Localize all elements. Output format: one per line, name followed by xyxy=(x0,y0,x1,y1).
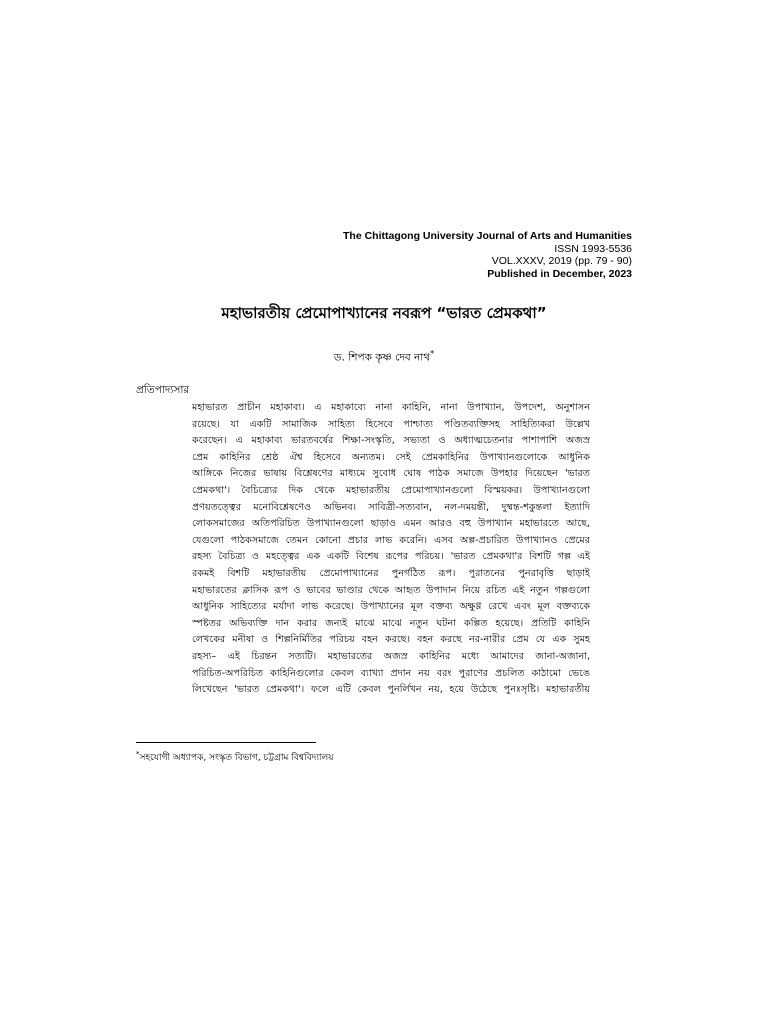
abstract-line: আঙ্গিকে নিজের ভাষায় বিশ্লেষণের মাধ্যমে সুবোধ ঘোষ পাঠক সমাজে উপহার দিয়েছেন 'ভারত xyxy=(192,468,590,480)
abstract-line: যেগুলো পাঠকসমাজে তেমন কোনো প্রচার লাভ করেনি। এসব অল্প-প্রচারিত উপাখ্যানও প্রেমের xyxy=(192,534,590,546)
abstract-line: লিখেছেন 'ভারত প্রেমকথা'। ফলে এটি কেবল পুনর্লিখন নয়, হয়ে উঠেছে পুনঃসৃষ্টি। মহাভারতীয় xyxy=(192,684,590,696)
journal-name: The Chittagong University Journal of Arts and Humanities xyxy=(343,230,632,242)
author-name: ড. শিপক কৃষ্ণ দেব নাথ xyxy=(333,351,431,364)
abstract-line: প্রণয়তত্ত্বের মনোবিশ্লেষণেও অভিনব। সাবিত্রী-সত্যবান, নল-দময়ন্তী, দুষ্মন্ত-শকুন্তলা ইত্যাদি xyxy=(192,501,590,513)
abstract-line: আধুনিক সাহিত্যের মর্যাদা লাভ করেছে। উপাখ্যানের মূল বক্তব্য অক্ষুণ্ণ রেখে এবং মূল বক্তব্যকে xyxy=(192,601,590,613)
abstract-heading: প্রতিপাদ্যসার xyxy=(136,384,190,396)
abstract-line: করেছেন। এ মহাকাব্য ভারতবর্ষের শিক্ষা-সংস্কৃতি, সভ্যতা ও অধ্যাত্মচেতনার পাশাপাশি অজস্র xyxy=(192,435,590,447)
published-date: Published in December, 2023 xyxy=(487,267,632,280)
abstract-line: মহাভারত প্রাচীন মহাকাব্য। এ মহাকাব্যে নানা কাহিনি, নানা উপাখ্যান, উপদেশ, অনুশাসন xyxy=(192,402,590,413)
footnote-marker: * xyxy=(136,750,140,758)
abstract-line: প্রেম কাহিনির শ্রেষ্ঠ ঐশ্ব হিসেবে অন্যতম। সেই প্রেমকাহিনির উপাখ্যানগুলোকে আধুনিক xyxy=(192,451,590,463)
abstract-line: রহস্য বৈচিত্র্য ও মহত্ত্বের এক একটি বিশেষ রূপের পরিচয়। 'ভারত প্রেমকথা'র বিশটি গল্প এই xyxy=(192,551,590,563)
issn: ISSN 1993-5536 xyxy=(554,242,632,255)
abstract-line: লেখকের মনীষা ও শিল্পনির্মিতির পরিচয় বহন করছে। বহন করছে নর-নারীর প্রেম যে এক সুমহ xyxy=(192,634,590,646)
abstract-line: পরিচিত-অপরিচিত কাহিনিগুলোর কেবল ব্যাখ্যা প্রদান নয় বরং পুরাণের প্রচলিত কাঠামো ভেঙে xyxy=(192,667,590,679)
abstract-line: লোকসমাজের অতিপরিচিত উপাখ্যানগুলো ছাড়াও এমন আরও বহু উপাখ্যান মহাভারতে আছে, xyxy=(192,518,590,530)
abstract-line: মহাভারতের ক্লাসিক রূপ ও ভাবের ভাণ্ডার থেকে আহৃত উপাদান নিয়ে রচিত এই নতুন গল্পগুলো xyxy=(192,584,590,596)
footnote xyxy=(136,750,334,765)
paper-title: মহাভারতীয় প্রেমোপাখ্যানের নবরূপ “ভারত প্রেমকথা” xyxy=(221,304,547,322)
footnote-divider xyxy=(136,742,316,743)
abstract-line: স্পষ্টতর অভিব্যক্তি দান করার জন্যই মাঝে মাঝে নতুন ঘটনা কল্পিত হয়েছে। প্রতিটি কাহিনি xyxy=(192,617,590,629)
footnote-text: সহযোগী অধ্যাপক, সংস্কৃত বিভাগ, চট্টগ্রাম বিশ্ববিদ্যালয় xyxy=(139,753,334,763)
abstract-line: রয়েছে। যা একটি সামাজিক সাহিত্য হিসেবে পাশ্চাত্য পণ্ডিতব্যক্তিসহ সাহিত্যিকরা উল্লেখ xyxy=(192,418,590,430)
abstract-line: প্রেমকথা'। বৈচিত্র্যের দিক থেকে মহাভারতীয় প্রেমোপাখ্যানগুলো বিস্ময়কর। উপাখ্যানগুলো xyxy=(192,484,590,496)
abstract-line: রকমই বিশটি মহাভারতীয় প্রেমোপাখ্যানের পুনর্গঠিত রূপ। পুরাতনের পুনরাবৃত্তি ছাড়াই xyxy=(192,567,590,579)
abstract-line: রহস্য– এই চিরন্তন সত্যটি। মহাভারতের অজস্র কাহিনির মধ্যে আমাদের জানা-অজানা, xyxy=(192,650,590,662)
journal-header xyxy=(343,230,632,280)
volume-info: VOL.XXXV, 2019 (pp. 79 - 90) xyxy=(491,255,632,267)
author-line xyxy=(0,349,768,368)
author-footnote-marker: * xyxy=(430,349,435,358)
abstract-body xyxy=(192,400,590,699)
